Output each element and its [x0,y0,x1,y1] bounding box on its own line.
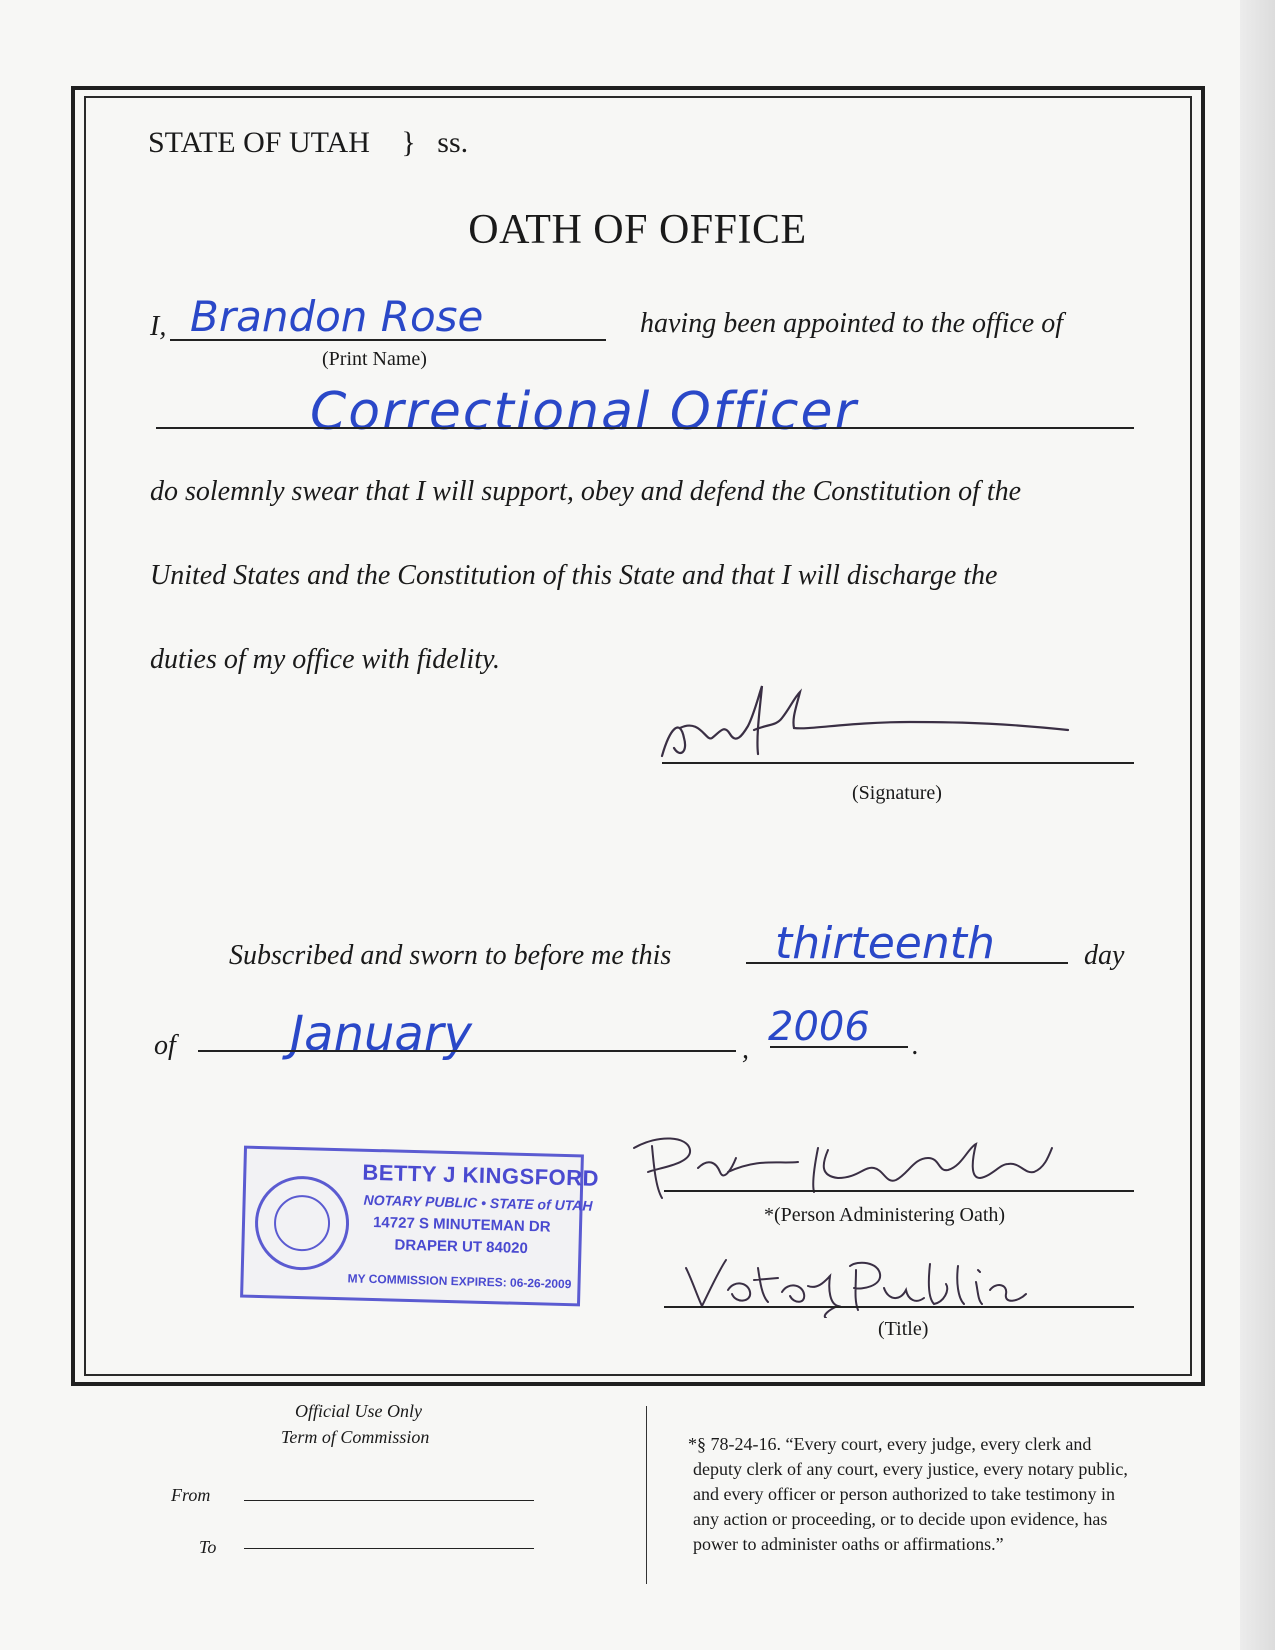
of-label: of [154,1030,176,1061]
state-label: STATE OF UTAH [148,126,370,159]
to-line [244,1548,534,1549]
notary-line-3: DRAPER UT 84020 [394,1236,529,1258]
title-caption: (Title) [878,1318,929,1340]
document-title: OATH OF OFFICE [468,207,807,253]
brace-mark: } [401,126,416,159]
sworn-month-value: January [290,1006,472,1062]
office-line [156,427,1134,429]
oath-taker-signature [650,678,1090,774]
statute-line-2: deputy clerk of any court, every justice, every notary public, [693,1459,1128,1479]
from-label: From [171,1485,211,1505]
statute-line-3: and every officer or person authorized to take testimony in [693,1484,1116,1504]
footer-divider [646,1406,647,1584]
oath-line-1: do solemnly swear that I will support, obey and defend the Constitution of the [150,476,1022,507]
administrator-signature [628,1128,1068,1208]
oath-line-3: duties of my office with fidelity. [150,644,500,675]
statute-line-1: *§ 78-24-16. “Every court, every judge, every clerk and [688,1434,1092,1454]
notary-line-4: MY COMMISSION EXPIRES: 06-26-2009 [347,1271,572,1292]
sworn-month-line [198,1050,736,1052]
sworn-prefix: Subscribed and sworn to before me this [229,940,672,971]
statute-line-4: any action or proceeding, or to decide upon evidence, has [693,1509,1108,1529]
sworn-day-value: thirteenth [775,918,995,969]
administrator-caption: *(Person Administering Oath) [764,1204,1006,1226]
print-name-value: Brandon Rose [190,292,484,341]
appointed-text: having been appointed to the office of [640,308,1064,339]
i-prefix: I, [150,311,167,342]
sworn-day-suffix: day [1084,940,1125,971]
period-mark: . [912,1030,919,1061]
administrator-line [664,1190,1134,1192]
notary-stamp [240,1146,600,1307]
state-heading [148,126,468,160]
statute-line-5: power to administer oaths or affirmations.” [693,1534,1004,1554]
title-line [664,1306,1134,1308]
office-value: Correctional Officer [310,382,858,442]
sworn-year-line [770,1046,908,1048]
print-name-caption: (Print Name) [322,348,427,370]
official-use-label: Official Use Only [295,1401,422,1421]
sworn-day-line [746,962,1068,964]
to-label: To [199,1537,217,1557]
comma-mark: , [742,1034,749,1065]
from-line [244,1500,534,1501]
signature-caption: (Signature) [852,782,942,804]
sworn-year-value: 2006 [768,1004,870,1050]
notary-name: BETTY J KINGSFORD [362,1159,600,1191]
print-name-line [170,339,606,341]
notary-line-2: 14727 S MINUTEMAN DR [372,1213,551,1236]
notary-line-1: NOTARY PUBLIC • STATE of UTAH [363,1191,593,1214]
signature-line [662,762,1134,764]
oath-line-2: United States and the Constitution of this State and that I will discharge the [150,560,998,591]
state-seal [254,1175,350,1271]
ss-label: ss. [437,126,469,159]
term-label: Term of Commission [281,1427,430,1447]
